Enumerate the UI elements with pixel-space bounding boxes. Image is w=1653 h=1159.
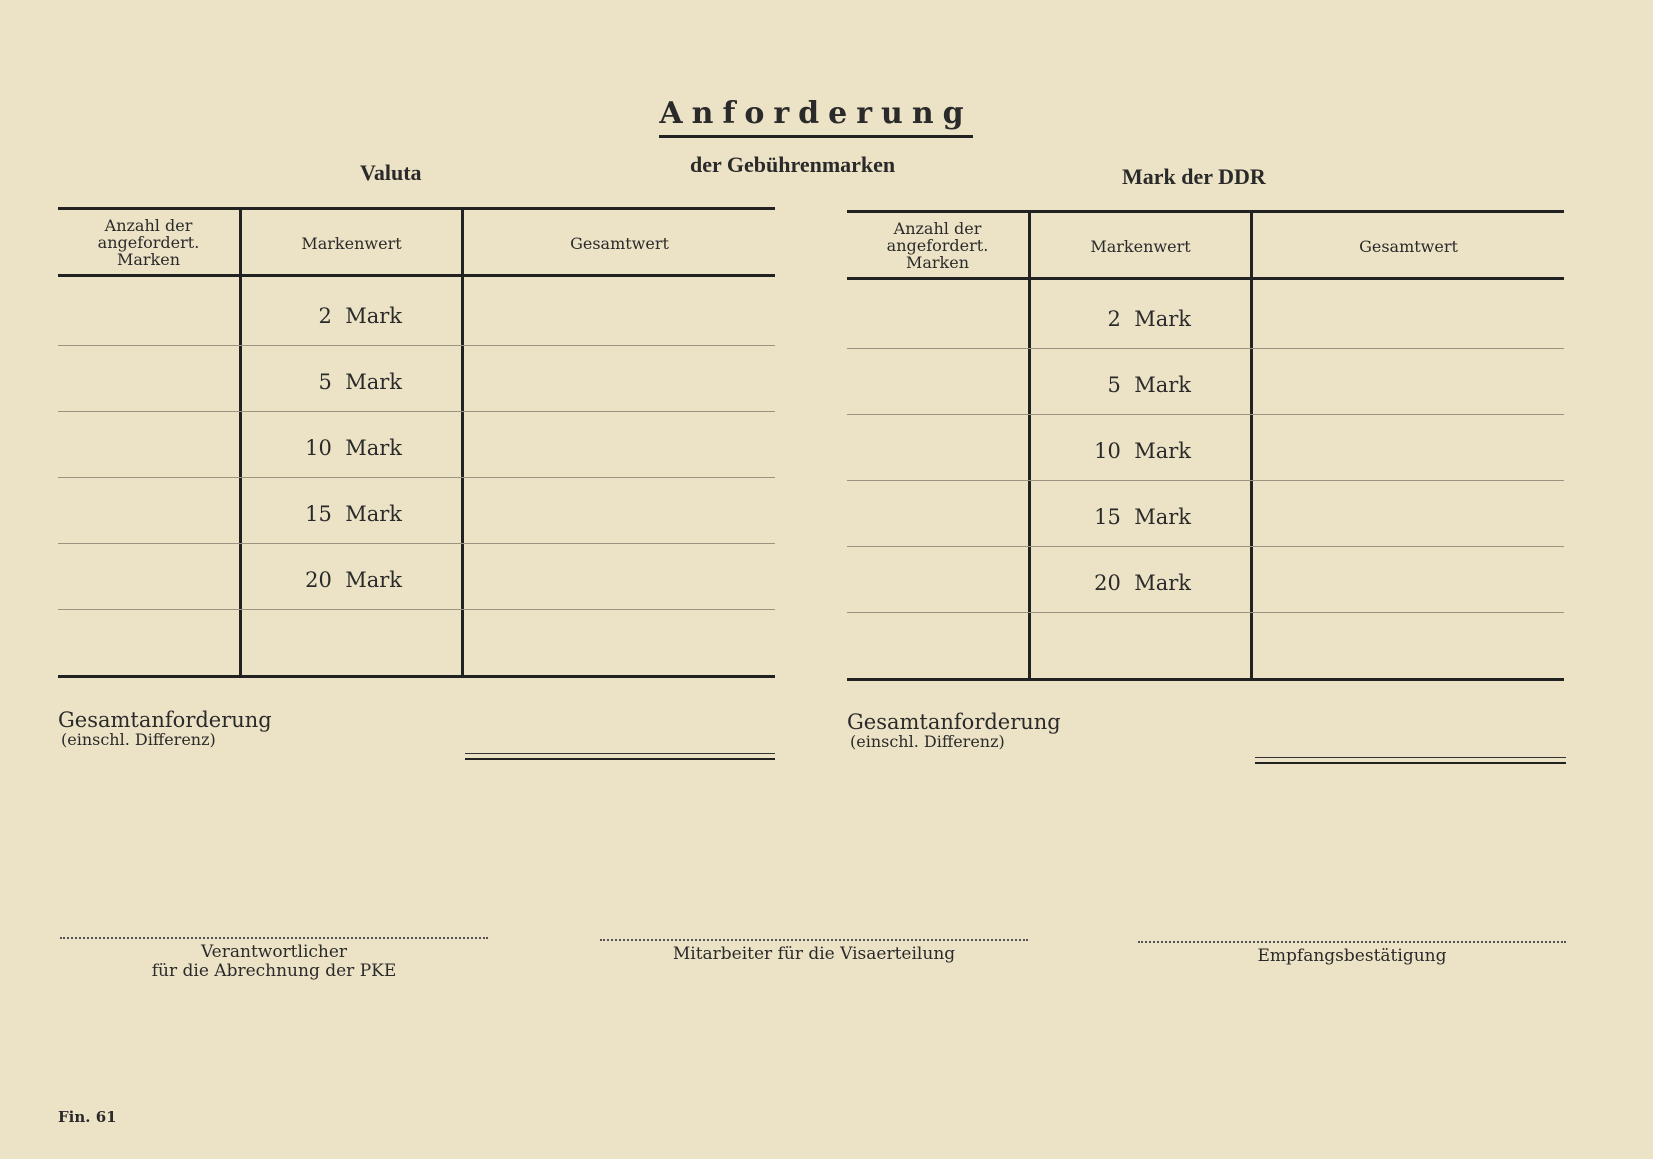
total-label: Gesamtanforderung — [58, 708, 272, 732]
header-anzahl-line1: Anzahl der — [104, 215, 193, 235]
form-title — [0, 96, 1632, 138]
row-separator — [58, 543, 775, 544]
markenwert-row-2: 5 Mark — [1107, 373, 1191, 397]
total-field-right[interactable] — [1255, 757, 1566, 758]
markenwert-row-1: 2 Mark — [1107, 307, 1191, 331]
total-label: Gesamtanforderung — [847, 710, 1061, 734]
signature-line-left[interactable] — [60, 937, 488, 939]
row-separator — [847, 546, 1564, 547]
table-header-rule — [847, 277, 1564, 280]
row-separator — [58, 411, 775, 412]
form-number: Fin. 61 — [58, 1108, 117, 1126]
markenwert-row-4: 15 Mark — [305, 502, 402, 526]
center-subtitle: der Gebührenmarken — [690, 152, 896, 177]
column-divider — [1250, 213, 1253, 678]
markenwert-row-5: 20 Mark — [1094, 571, 1191, 595]
table-mark-ddr — [847, 210, 1564, 680]
signature-label-center: Mitarbeiter für die Visaerteilung — [672, 944, 956, 964]
row-separator — [58, 609, 775, 610]
markenwert-row-4: 15 Mark — [1094, 505, 1191, 529]
header-markenwert: Markenwert — [301, 233, 402, 253]
row-separator — [847, 414, 1564, 415]
header-gesamtwert: Gesamtwert — [1359, 236, 1458, 256]
header-anzahl-line3: Marken — [116, 249, 181, 269]
total-block-right — [847, 711, 1061, 751]
signature-label-left — [60, 943, 488, 981]
total-block-left — [58, 709, 272, 749]
header-anzahl-line1: Anzahl der — [893, 218, 982, 238]
row-separator — [58, 477, 775, 478]
row-separator — [847, 348, 1564, 349]
column-divider — [461, 210, 464, 675]
table-bottom-rule — [847, 678, 1564, 681]
header-gesamtwert: Gesamtwert — [570, 233, 669, 253]
header-anzahl-line3: Marken — [905, 252, 970, 272]
header-anzahl — [847, 215, 1028, 275]
total-sublabel: (einschl. Differenz) — [61, 730, 216, 749]
left-heading-valuta: Valuta — [360, 160, 422, 185]
header-anzahl-line2: angefordert. — [886, 235, 989, 255]
signature-label-left-line2: für die Abrechnung der PKE — [151, 961, 397, 981]
markenwert-row-2: 5 Mark — [318, 370, 402, 394]
right-heading-ddr: Mark der DDR — [1122, 164, 1266, 189]
markenwert-row-5: 20 Mark — [305, 568, 402, 592]
header-anzahl — [58, 212, 239, 272]
table-valuta — [58, 207, 775, 677]
total-field-right-double-rule — [1255, 762, 1566, 764]
table-top-rule — [847, 210, 1564, 213]
row-separator — [58, 345, 775, 346]
form-title-text: Anforderung — [659, 96, 972, 138]
header-anzahl-line2: angefordert. — [97, 232, 200, 252]
table-top-rule — [58, 207, 775, 210]
signature-label-right: Empfangsbestätigung — [1257, 946, 1447, 966]
total-sublabel: (einschl. Differenz) — [850, 732, 1005, 751]
total-field-left-double-rule — [465, 758, 775, 760]
row-separator — [847, 480, 1564, 481]
table-bottom-rule — [58, 675, 775, 678]
header-markenwert: Markenwert — [1090, 236, 1191, 256]
table-header-rule — [58, 274, 775, 277]
signature-line-center[interactable] — [600, 939, 1028, 941]
markenwert-row-1: 2 Mark — [318, 304, 402, 328]
signature-line-right[interactable] — [1138, 941, 1566, 943]
markenwert-row-3: 10 Mark — [305, 436, 402, 460]
total-field-left[interactable] — [465, 753, 775, 754]
markenwert-row-3: 10 Mark — [1094, 439, 1191, 463]
row-separator — [847, 612, 1564, 613]
signature-label-left-line1: Verantwortlicher — [200, 942, 348, 962]
